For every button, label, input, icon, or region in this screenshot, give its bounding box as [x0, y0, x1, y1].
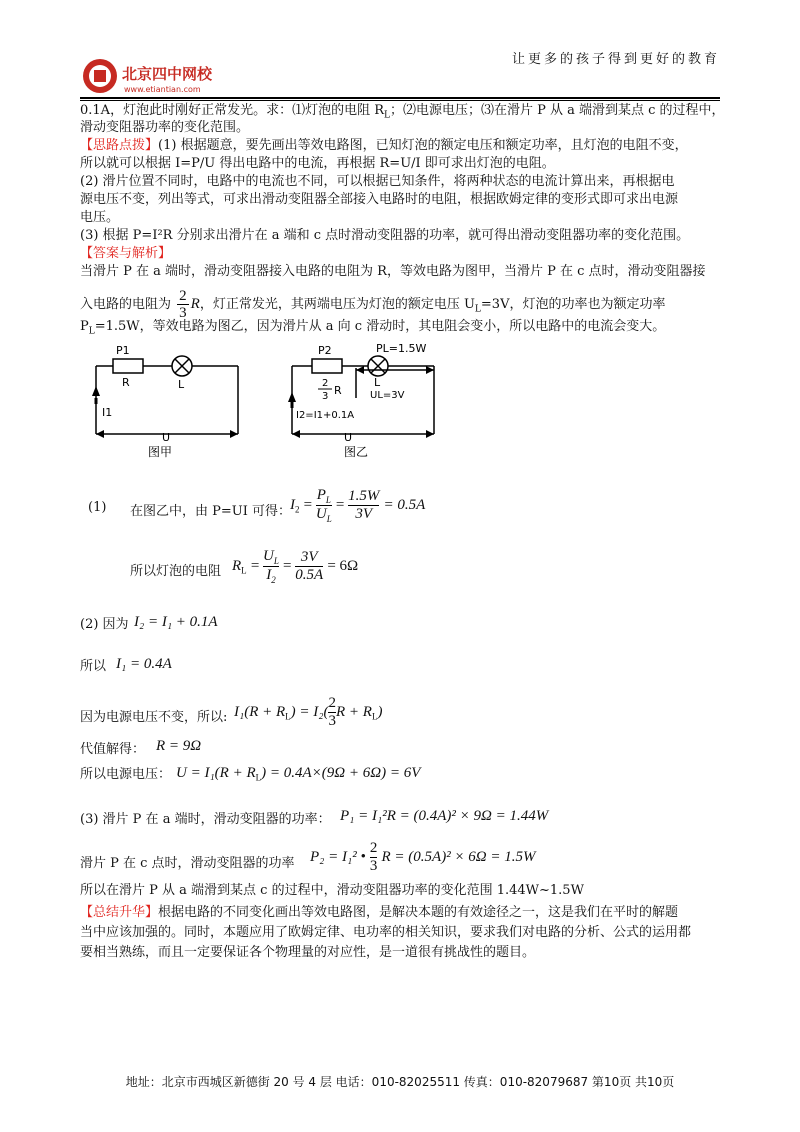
text: ，灯正常发光，其两端电压为灯泡的额定电压 U — [199, 297, 475, 312]
header-rule-thin — [80, 100, 720, 101]
text: (1) 根据题意，要先画出等效电路图，已知灯泡的额定电压和额定功率，且灯泡的电阻不变， — [158, 138, 688, 153]
paragraph-line: 当中应该加强的。同时，本题应用了欧姆定律、电功率的相关知识，要求我们对电路的分析、公式的运用都 — [80, 925, 692, 940]
label-p1: P1 — [116, 344, 130, 357]
step1-label: (1) — [88, 500, 107, 515]
text: 根据电路的不同变化画出等效电路图，是解决本题的有效途径之一，这是我们在平时的解题 — [158, 905, 679, 920]
step7-text: 所以电源电压： — [80, 767, 172, 782]
formula-i1: I₁ = 0.4A — [116, 656, 172, 672]
num: 2 — [328, 695, 336, 711]
num: P — [316, 487, 326, 503]
footer: 地址：北京市西城区新德街 20 号 4 层 电话：010-82025511 传真：010-82079687 第10页 共10页 — [125, 1075, 675, 1089]
label-frac-num: 2 — [322, 378, 329, 389]
subscript: L — [383, 110, 390, 121]
label-i2: I2=I1+0.1A — [296, 410, 355, 421]
circuit-diagram-jia — [88, 338, 248, 460]
den: 3V — [355, 506, 373, 522]
fraction — [295, 549, 323, 584]
sub: L — [241, 565, 247, 576]
step2-text: 所以灯泡的电阻 — [130, 564, 222, 579]
formula-p1: P₁ = I₁²R = (0.4A)² × 9Ω = 1.44W — [340, 808, 549, 824]
circuit-diagram-yi — [284, 338, 444, 460]
num: U — [263, 548, 274, 564]
fraction — [370, 840, 378, 875]
label-l: L — [178, 378, 185, 391]
text: =3V，灯泡的功率也为额定功率 — [480, 297, 666, 312]
den: 0.5A — [295, 567, 324, 583]
fraction — [316, 487, 332, 524]
fraction — [177, 288, 189, 321]
paragraph-line: (2) 滑片位置不同时，电路中的电流也不同，可以根据已知条件，将两种状态的电流计算出来，再根据电 — [80, 174, 675, 189]
step9-text: 滑片 P 在 c 点时，滑动变阻器的功率 — [80, 856, 295, 871]
header-rule — [80, 97, 720, 99]
caption-jia: 图甲 — [148, 445, 173, 459]
var: R — [232, 558, 242, 574]
header-slogan: 让更多的孩子得到更好的教育 — [511, 52, 720, 67]
label-l: L — [374, 376, 381, 389]
summary-label: 【总结升华】 — [80, 905, 159, 920]
text: ；⑵电源电压；⑶在滑片 P 从 a 端滑到某点 c 的过程中， — [389, 103, 725, 118]
text: 0.1A，灯泡此时刚好正常发光。求：⑴灯泡的电阻 R — [80, 103, 384, 118]
logo-url: www.etiantian.com — [124, 85, 201, 94]
label-i1: I1 — [102, 406, 113, 419]
sub: L — [326, 514, 332, 524]
result: = 6Ω — [327, 558, 359, 574]
label-frac-den: 3 — [322, 391, 329, 402]
den: I — [266, 567, 272, 583]
den: U — [315, 506, 327, 522]
label-p2: P2 — [318, 344, 332, 357]
formula-rl: $R_L$ = $\frac{U_L}{I_2}$ = $\frac{3V}{0.5A}$ = 6Ω — [232, 548, 359, 585]
paragraph-line — [80, 904, 720, 921]
fraction — [348, 488, 379, 523]
part: R = (0.5A)² × 6Ω = 1.5W — [381, 849, 536, 865]
formula-r: R = 9Ω — [156, 738, 202, 754]
paragraph-line: 电压。 — [80, 210, 120, 225]
num: 2 — [369, 840, 378, 856]
logo-text: 北京四中网校 — [122, 65, 213, 83]
num: 1.5W — [348, 488, 380, 504]
part: ) — [377, 704, 383, 720]
paragraph-line: 所以在滑片 P 从 a 端滑到某点 c 的过程中，滑动变阻器功率的变化范围 1.44W~1.5W — [80, 883, 584, 898]
sub: L — [255, 772, 262, 783]
paragraph-line: (3) 根据 P=I²R 分别求出滑片在 a 端和 c 点时滑动变阻器的功率，就可得出滑动变阻器功率的变化范围。 — [80, 228, 690, 243]
label-u: U — [344, 431, 353, 444]
paragraph-line: 滑动变阻器功率的变化范围。 — [80, 120, 250, 135]
step4-text: 所以 — [80, 659, 107, 674]
paragraph-line: 要相当熟练，而且一定要保证各个物理量的对应性，是一道很有挑战性的题目。 — [80, 945, 536, 960]
logo-graphic — [80, 56, 230, 96]
part: U = I₁(R + R — [176, 765, 256, 781]
answer-label: 【答案与解析】 — [80, 246, 172, 261]
den: 3 — [328, 713, 336, 729]
paragraph-line — [80, 288, 720, 321]
paragraph-line: 当滑片 P 在 a 端时，滑动变阻器接入电路的电阻为 R，等效电路为图甲，当滑片 P 在 c 点时，滑动变阻器接 — [80, 264, 706, 279]
text: P — [80, 319, 89, 334]
formula-i2-i1: I₂ = I₁ + 0.1A — [134, 614, 218, 630]
step8-text: (3) 滑片 P 在 a 端时，滑动变阻器的功率： — [80, 812, 331, 827]
paragraph-line — [80, 137, 720, 154]
text: 入电路的电阻为 — [80, 297, 172, 312]
step6-text: 代值解得： — [80, 742, 146, 757]
fraction — [328, 695, 336, 730]
num: 3V — [295, 549, 323, 567]
hint-label: 【思路点拨】 — [80, 138, 159, 153]
paragraph-line: 所以就可以根据 I=P/U 得出电路中的电流，再根据 R=U/I 即可求出灯泡的电阻。 — [80, 156, 555, 171]
part: I₁(R + R — [234, 704, 286, 720]
label-r: R — [334, 384, 342, 397]
sub: 2 — [271, 575, 276, 585]
label-r: R — [122, 376, 130, 389]
sub: L — [325, 495, 331, 505]
formula-u — [176, 765, 420, 783]
var: I — [290, 497, 295, 513]
subscript: L — [88, 326, 95, 337]
fraction-denominator: 3 — [179, 305, 187, 321]
sub: 2 — [295, 504, 300, 515]
part: ) = 0.4A×(9Ω + 6Ω) = 6V — [261, 765, 421, 781]
fraction — [263, 548, 279, 585]
caption-yi: 图乙 — [344, 445, 369, 459]
formula-p2 — [310, 840, 536, 875]
sub: L — [285, 711, 291, 722]
sub: L — [371, 711, 378, 722]
part: R + R — [335, 704, 372, 720]
label-ul: UL=3V — [370, 390, 405, 401]
sub: L — [273, 556, 279, 566]
subscript: L — [474, 304, 481, 315]
formula-i2: $I_2$ = $\frac{P_L}{U_L}$ = $\frac{1.5W}{3V}$ = 0.5A — [290, 487, 426, 524]
variable: R — [190, 296, 200, 312]
step1-text: 在图乙中，由 P=UI 可得： — [130, 504, 291, 519]
den: 3 — [369, 858, 378, 874]
logo — [80, 56, 230, 96]
label-pl: PL=1.5W — [376, 342, 427, 355]
paragraph-line: 源电压不变，列出等式，可求出滑动变阻器全部接入电路时的电阻，根据欧姆定律的变形式即可求出电源 — [80, 192, 679, 207]
step3-text: (2) 因为 — [80, 617, 129, 632]
label-u: U — [162, 431, 171, 444]
text: =1.5W，等效电路为图乙，因为滑片从 a 向 c 滑动时，其电阻会变小，所以电路中的电流会变大。 — [94, 319, 666, 334]
fraction-numerator: 2 — [179, 288, 187, 304]
result: = 0.5A — [383, 497, 426, 513]
part: ) = I₂( — [290, 704, 329, 720]
part: P₂ = I₁² • — [310, 849, 366, 865]
step5-text: 因为电源电压不变，所以: — [80, 710, 228, 725]
formula-voltage-eq — [234, 695, 382, 730]
